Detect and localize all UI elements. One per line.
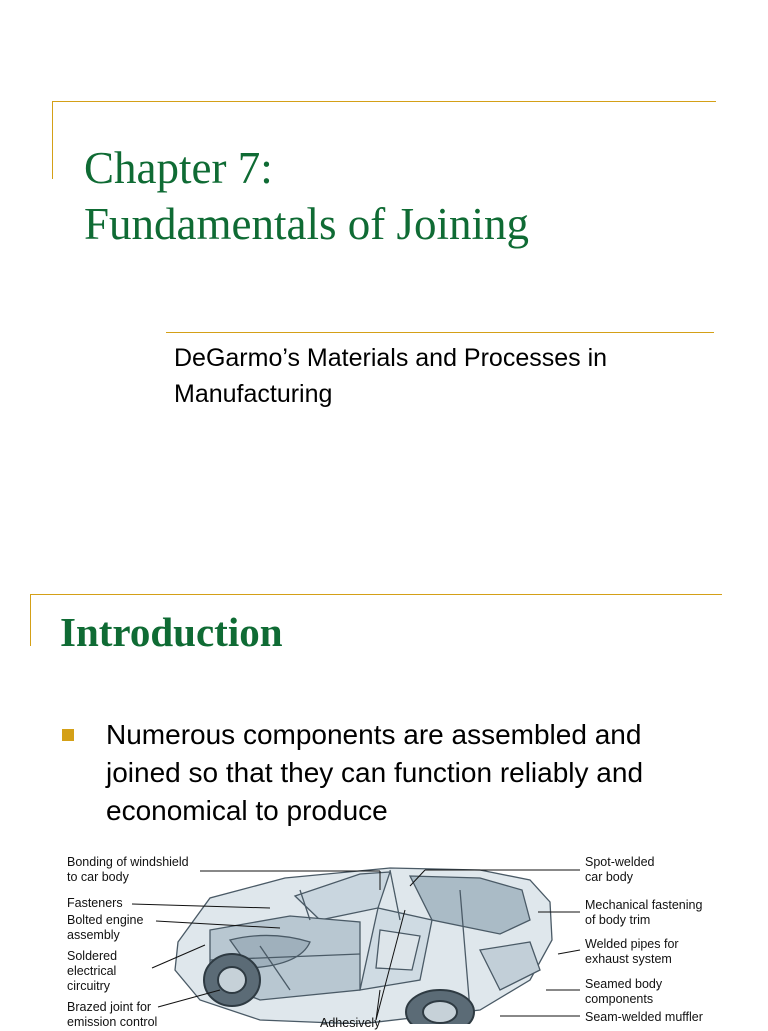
- callout-adhesively: Adhesively: [320, 1016, 381, 1030]
- callout-seamed-body: [585, 977, 662, 1007]
- callout-line: of body trim: [585, 913, 651, 927]
- callout-soldered-circuitry: [67, 949, 117, 994]
- intro-top-rule: [30, 594, 722, 595]
- chapter-title: [84, 140, 529, 252]
- book-subtitle-line-2: Manufacturing: [174, 380, 333, 408]
- book-subtitle: [174, 340, 734, 412]
- title-top-rule: [52, 101, 716, 102]
- bullet-line-2: joined so that they can function reliably and: [106, 757, 644, 788]
- callout-mechanical-fastening: [585, 898, 702, 928]
- subtitle-rule: [166, 332, 714, 333]
- chapter-title-line-1: Chapter 7:: [84, 143, 273, 193]
- intro-left-rule: [30, 594, 31, 646]
- callout-spot-welded: [585, 855, 655, 885]
- callout-line: exhaust system: [585, 952, 672, 966]
- bullet-square-icon: [62, 729, 74, 741]
- car-joining-figure: [60, 850, 720, 1030]
- callout-line: Mechanical fastening: [585, 898, 703, 912]
- callout-line: Fasteners: [67, 896, 123, 910]
- title-left-rule: [52, 101, 53, 179]
- intro-bullet-text: [106, 716, 746, 830]
- callout-bolted-engine: [67, 913, 143, 943]
- chapter-title-line-2: Fundamentals of Joining: [84, 199, 529, 249]
- callout-line: car body: [585, 870, 633, 884]
- callout-line: Welded pipes for: [585, 937, 679, 951]
- callout-line: Brazed joint for: [67, 1000, 152, 1014]
- callout-seam-welded-muffler: Seam-welded muffler: [585, 1010, 703, 1024]
- callout-line: electrical: [67, 964, 117, 978]
- callout-windshield-bonding: [67, 855, 189, 885]
- callout-line: Soldered: [67, 949, 118, 963]
- introduction-slide: [0, 560, 768, 1030]
- callout-fasteners: [67, 896, 123, 911]
- callout-line: Bolted engine: [67, 913, 144, 927]
- book-subtitle-line-1: DeGarmo’s Materials and Processes in: [174, 344, 608, 372]
- callout-line: Bonding of windshield: [67, 855, 189, 869]
- callout-line: Spot-welded: [585, 855, 655, 869]
- callout-line: to car body: [67, 870, 129, 884]
- callout-line: assembly: [67, 928, 120, 942]
- callout-line: components: [585, 992, 654, 1006]
- callout-line: emission control: [67, 1015, 158, 1029]
- bullet-line-3: economical to produce: [106, 795, 388, 826]
- callout-brazed-joint: [67, 1000, 157, 1030]
- callout-line: circuitry: [67, 979, 111, 993]
- callout-welded-pipes: [585, 937, 679, 967]
- bullet-line-1: Numerous components are assembled and: [106, 719, 642, 750]
- intro-heading: Introduction: [60, 609, 283, 655]
- callout-line: Seamed body: [585, 977, 663, 991]
